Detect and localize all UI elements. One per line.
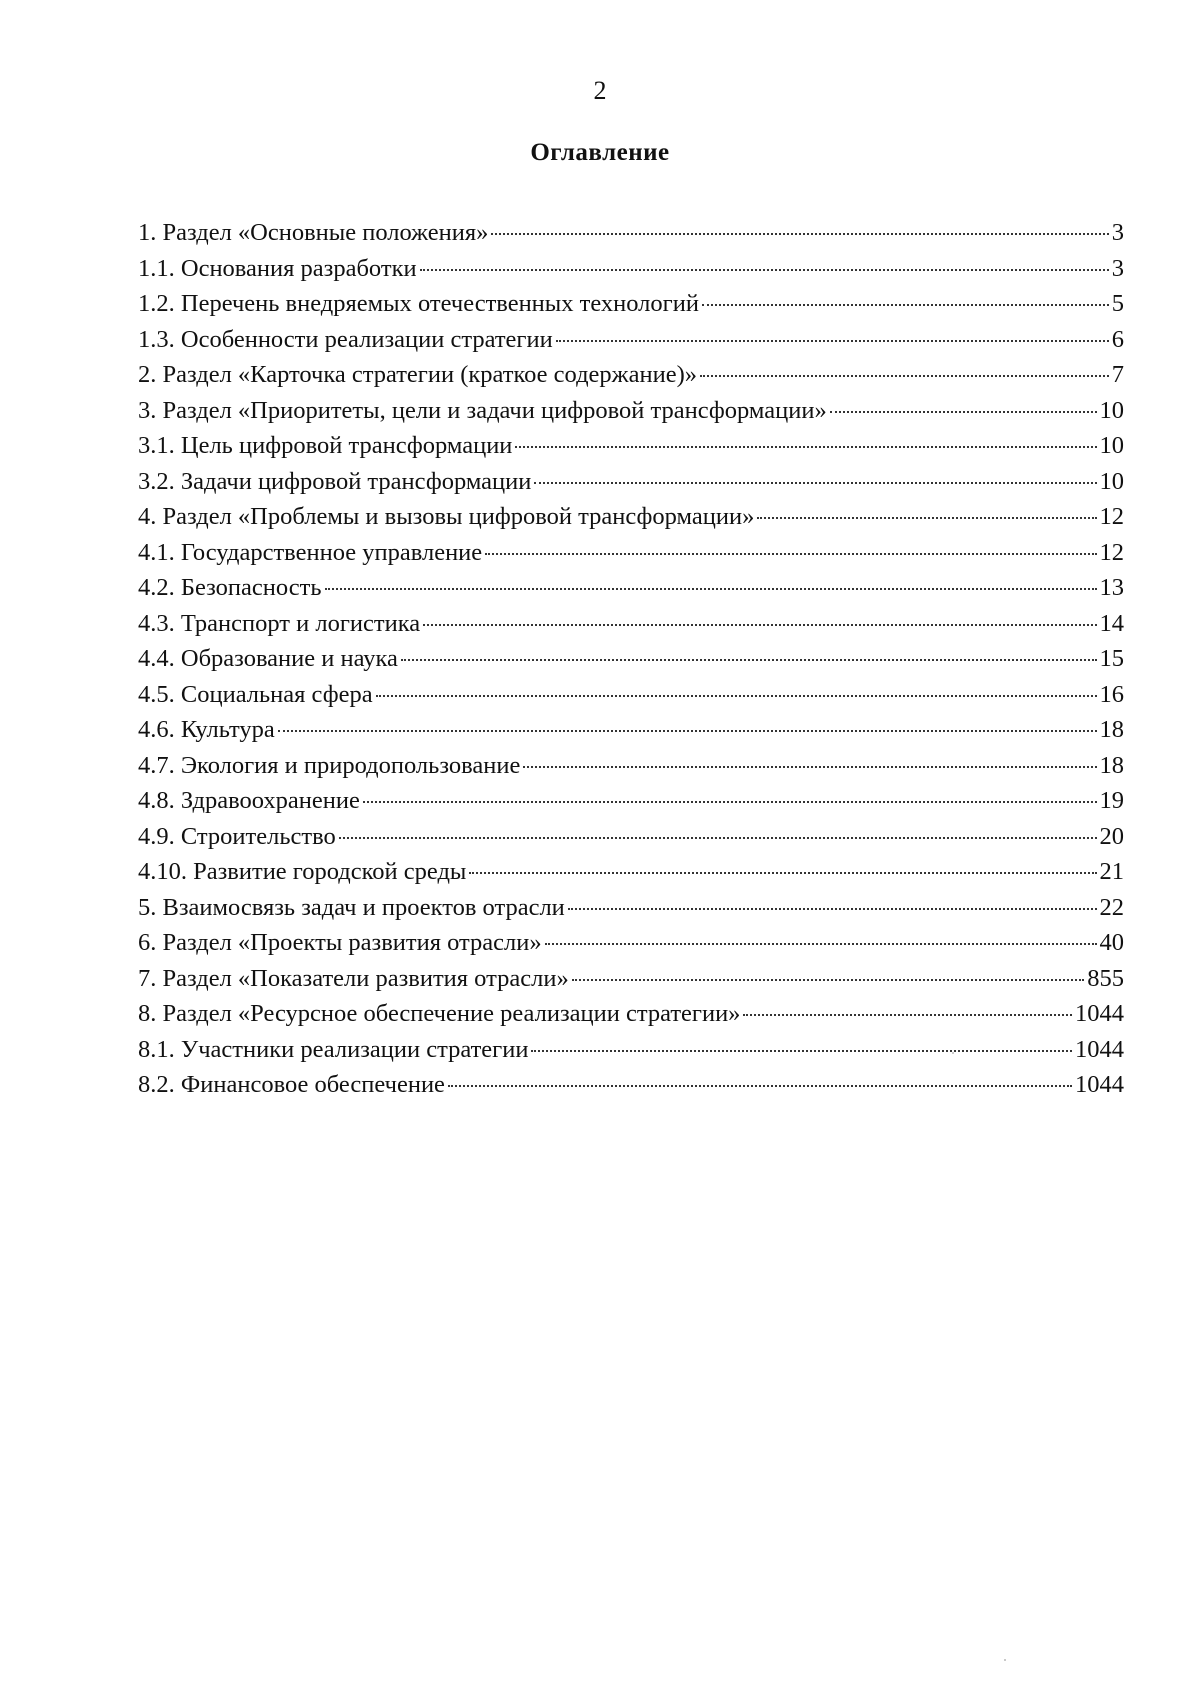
toc-entry-page-number: 40: [1099, 929, 1124, 956]
toc-entry-page-number: 22: [1099, 893, 1124, 921]
toc-entry-label: 5. Взаимосвязь задач и проектов отрасли: [138, 893, 565, 921]
toc-entry: [138, 751, 1124, 787]
toc-entry: [138, 538, 1124, 574]
toc-entry-page-number: 5: [1111, 290, 1124, 317]
page-number: 2: [593, 76, 607, 105]
toc-dot-leader: [702, 304, 1109, 306]
toc-dot-leader: [743, 1014, 1072, 1016]
toc-entry: [138, 502, 1124, 538]
toc-entry-label: 8.2. Финансовое обеспечение: [138, 1071, 445, 1098]
toc-dot-leader: [401, 659, 1097, 661]
toc-dot-leader: [420, 269, 1109, 271]
toc-entry: [138, 218, 1124, 254]
toc-entry-label: 4.7. Экология и природопользование: [138, 751, 521, 779]
toc-entry: [138, 1070, 1124, 1106]
toc-entry: [138, 325, 1124, 361]
toc-dot-leader: [376, 695, 1097, 697]
toc-entry-label: 7. Раздел «Показатели развития отрасли»: [138, 964, 569, 992]
toc-dot-leader: [469, 872, 1096, 874]
toc-entry-page-number: 3: [1111, 254, 1124, 282]
toc-entry-page-number: 1044: [1075, 1000, 1124, 1027]
toc-dot-leader: [448, 1085, 1072, 1087]
scan-speck: [952, 1052, 954, 1054]
toc-entry-label: 4.8. Здравоохранение: [138, 787, 360, 814]
toc-entry: [138, 573, 1124, 609]
scan-speck: [1004, 1659, 1006, 1661]
toc-entry-label: 3.2. Задачи цифровой трансформации: [138, 467, 532, 495]
toc-entry-label: 4.6. Культура: [138, 716, 275, 743]
toc-entry-page-number: 21: [1099, 858, 1124, 885]
toc-dot-leader: [363, 801, 1097, 803]
toc-dot-leader: [523, 766, 1096, 768]
toc-entry-page-number: 16: [1099, 680, 1124, 708]
toc-dot-leader: [423, 624, 1096, 626]
toc-dot-leader: [325, 588, 1097, 590]
toc-dot-leader: [515, 446, 1096, 448]
toc-entry-page-number: 20: [1099, 822, 1124, 850]
table-of-contents: [138, 218, 1124, 1106]
toc-entry-page-number: 19: [1099, 787, 1124, 814]
page-title: Оглавление: [530, 139, 670, 166]
toc-entry-label: 4.4. Образование и наука: [138, 645, 398, 672]
toc-dot-leader: [278, 730, 1097, 732]
toc-entry-page-number: 1044: [1075, 1035, 1124, 1063]
toc-dot-leader: [485, 553, 1096, 555]
toc-entry: [138, 609, 1124, 645]
toc-entry-page-number: 18: [1099, 751, 1124, 779]
toc-entry: [138, 822, 1124, 858]
toc-entry: [138, 1035, 1124, 1071]
toc-entry-page-number: 855: [1087, 964, 1124, 992]
toc-dot-leader: [700, 375, 1109, 377]
toc-entry-page-number: 14: [1099, 609, 1124, 637]
toc-entry-label: 4. Раздел «Проблемы и вызовы цифровой трансформации»: [138, 503, 755, 530]
toc-entry-page-number: 13: [1099, 574, 1124, 601]
toc-dot-leader: [534, 482, 1096, 484]
toc-entry: [138, 360, 1124, 396]
toc-entry: [138, 999, 1124, 1035]
toc-entry-page-number: 18: [1099, 716, 1124, 743]
toc-entry-label: 1.3. Особенности реализации стратегии: [138, 325, 553, 353]
toc-entry: [138, 431, 1124, 467]
toc-dot-leader: [830, 411, 1097, 413]
toc-entry-page-number: 1044: [1075, 1071, 1124, 1098]
toc-entry-label: 1.2. Перечень внедряемых отечественных технологий: [138, 290, 699, 317]
toc-dot-leader: [572, 979, 1085, 981]
toc-dot-leader: [531, 1050, 1072, 1052]
toc-dot-leader: [339, 837, 1097, 839]
toc-entry-page-number: 7: [1111, 361, 1124, 388]
toc-dot-leader: [556, 340, 1109, 342]
toc-entry: [138, 786, 1124, 822]
toc-entry-page-number: 15: [1099, 645, 1124, 672]
toc-entry-label: 3. Раздел «Приоритеты, цели и задачи цифровой трансформации»: [138, 396, 827, 424]
toc-entry: [138, 928, 1124, 964]
toc-dot-leader: [568, 908, 1097, 910]
toc-entry-label: 1.1. Основания разработки: [138, 254, 417, 282]
toc-entry-label: 4.3. Транспорт и логистика: [138, 609, 421, 637]
toc-entry-label: 4.10. Развитие городской среды: [138, 858, 467, 885]
toc-entry-page-number: 10: [1099, 396, 1124, 424]
toc-entry-label: 4.1. Государственное управление: [138, 538, 483, 566]
toc-entry: [138, 857, 1124, 893]
toc-entry: [138, 893, 1124, 929]
toc-entry-page-number: 10: [1099, 467, 1124, 495]
toc-entry-label: 4.2. Безопасность: [138, 574, 322, 601]
toc-entry-label: 4.5. Социальная сфера: [138, 680, 373, 708]
toc-entry-page-number: 3: [1111, 219, 1124, 246]
toc-entry: [138, 644, 1124, 680]
toc-dot-leader: [545, 943, 1097, 945]
toc-dot-leader: [491, 233, 1108, 235]
toc-entry: [138, 715, 1124, 751]
toc-entry: [138, 254, 1124, 290]
toc-entry-page-number: 6: [1111, 325, 1124, 353]
toc-entry-label: 4.9. Строительство: [138, 822, 336, 850]
toc-entry-label: 8. Раздел «Ресурсное обеспечение реализации стратегии»: [138, 1000, 741, 1027]
toc-entry: [138, 964, 1124, 1000]
toc-dot-leader: [757, 517, 1096, 519]
toc-entry-page-number: 12: [1099, 503, 1124, 530]
toc-entry-page-number: 10: [1099, 432, 1124, 459]
toc-entry-label: 3.1. Цель цифровой трансформации: [138, 432, 513, 459]
toc-entry: [138, 289, 1124, 325]
toc-entry-page-number: 12: [1099, 538, 1124, 566]
toc-entry-label: 1. Раздел «Основные положения»: [138, 219, 489, 246]
toc-entry-label: 2. Раздел «Карточка стратегии (краткое содержание)»: [138, 361, 697, 388]
toc-entry: [138, 396, 1124, 432]
toc-entry: [138, 680, 1124, 716]
toc-entry-label: 8.1. Участники реализации стратегии: [138, 1035, 529, 1063]
toc-entry-label: 6. Раздел «Проекты развития отрасли»: [138, 929, 542, 956]
toc-entry: [138, 467, 1124, 503]
